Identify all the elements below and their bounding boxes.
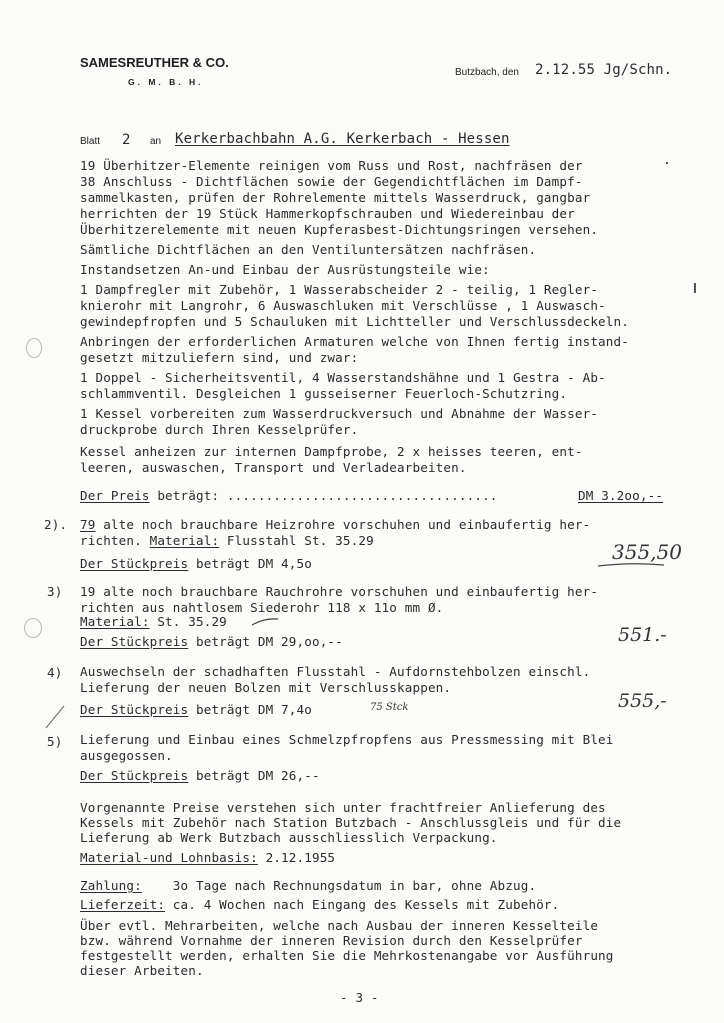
body-line: 1 Doppel - Sicherheitsventil, 4 Wasserstandshähne und 1 Gestra - Ab- (80, 370, 606, 385)
total-price-amount: DM 3.2oo,-- (578, 488, 664, 503)
payment-line (80, 878, 536, 893)
closing-line: Über evtl. Mehrarbeiten, welche nach Ausbau der inneren Kesselteile (80, 918, 599, 933)
item-2-quantity: 79 (80, 517, 96, 532)
body-line: sammelkasten, prüfen der Rohrelemente mittels Wasserdruck, gangbar (80, 190, 591, 205)
blatt-number: 2 (122, 132, 131, 148)
item-3-number: 3) (47, 584, 63, 599)
body-line: gesetzt mitzuliefern sind, und zwar: (80, 350, 359, 365)
item-4-handwritten-total: 555,- (618, 690, 667, 712)
terms-line: Vorgenannte Preise verstehen sich unter frachtfreier Anlieferung des (80, 800, 606, 815)
item-4-number: 4) (47, 665, 63, 680)
item-2-handwritten-total: 355,50 (612, 540, 682, 564)
page-number: - 3 - (340, 990, 379, 1005)
body-line: Überhitzerelemente mit neuen Kupferasbest-Dichtungsringen versehen. (80, 222, 599, 237)
item-5-price-label: Der Stückpreis (80, 768, 189, 783)
body-line: knierohr mit Langrohr, 6 Auswaschluken mit Verschlüsse , 1 Auswasch- (80, 298, 606, 313)
item-3-price-value: beträgt DM 29,oo,-- (188, 634, 343, 649)
delivery-line (80, 897, 559, 912)
basis-value: 2.12.1955 (257, 850, 336, 865)
body-line: Sämtliche Dichtflächen an den Ventiluntersätzen nachfräsen. (80, 242, 537, 257)
item-2-price-label: Der Stückpreis (80, 556, 189, 571)
body-line: gewindepfropfen und 5 Schauluken mit Lichtteller und Verschlussdeckeln. (80, 314, 629, 329)
item-4-line1: Auswechseln der schadhaften Flusstahl - Aufdornstehbolzen einschl. (80, 664, 591, 679)
item-2-line2 (80, 533, 374, 548)
item-4-price-value: beträgt DM 7,4o (188, 702, 312, 717)
item-3-material (80, 614, 227, 629)
total-price-line (80, 488, 498, 503)
item-3-tick-mark (250, 616, 280, 628)
margin-dot (666, 162, 668, 164)
item-3-handwritten-total: 551.- (618, 624, 667, 646)
date-reference: 2.12.55 Jg/Schn. (535, 62, 673, 78)
item-5-line1: Lieferung und Einbau eines Schmelzpfropfens aus Pressmessing mit Blei (80, 732, 614, 747)
blatt-label: Blatt (80, 136, 101, 147)
item-2-line1 (80, 517, 590, 532)
item-5-line2: ausgegossen. (80, 748, 173, 763)
price-label: Der Preis (80, 488, 150, 503)
item-5-price (80, 768, 320, 783)
body-line: Instandsetzen An-und Einbau der Ausrüstungsteile wie: (80, 262, 490, 277)
delivery-value: ca. 4 Wochen nach Eingang des Kessels mit Zubehör. (165, 897, 560, 912)
item-5-price-value: beträgt DM 26,-- (188, 768, 320, 783)
item-4-hand-note: 75 Stck (370, 702, 409, 713)
item-4-price (80, 702, 312, 717)
margin-pencil-mark (42, 704, 68, 730)
price-leader: beträgt: ................................... (149, 488, 498, 503)
delivery-label: Lieferzeit: (80, 897, 166, 912)
basis-label: Material-und Lohnbasis: (80, 850, 258, 865)
item-2-line1-text: alte noch brauchbare Heizrohre vorschuhen und einbaufertig her- (95, 517, 591, 532)
item-3-line1: 19 alte noch brauchbare Rauchrohre vorschuhen und einbaufertig her- (80, 584, 599, 599)
payment-label: Zahlung: (80, 878, 142, 893)
punch-hole (24, 618, 42, 638)
body-line: 19 Überhitzer-Elemente reinigen vom Russ und Rost, nachfräsen der (80, 158, 583, 173)
payment-value: 3o Tage nach Rechnungsdatum in bar, ohne Abzug. (141, 878, 537, 893)
margin-tick (694, 283, 696, 293)
body-line: 1 Kessel vorbereiten zum Wasserdruckversuch und Abnahme der Wasser- (80, 406, 599, 421)
body-line: leeren, auswaschen, Transport und Verladearbeiten. (80, 460, 467, 475)
recipient: Kerkerbachbahn A.G. Kerkerbach - Hessen (175, 131, 510, 147)
terms-line: Kessels mit Zubehör nach Station Butzbach - Anschlussgleis und für die (80, 815, 622, 830)
item-2-price-value: beträgt DM 4,5o (188, 556, 312, 571)
company-legal-form: G. M. B. H. (128, 77, 204, 87)
body-line: druckprobe durch Ihren Kesselprüfer. (80, 422, 359, 437)
body-line: Kessel anheizen zur internen Dampfprobe, 2 x heisses teeren, ent- (80, 444, 583, 459)
body-line: schlammventil. Desgleichen 1 gusseiserner Feuerloch-Schutzring. (80, 386, 568, 401)
item-3-price (80, 634, 343, 649)
closing-line: festgestellt werden, erhalten Sie die Mehrkostenangabe vor Ausführung (80, 948, 614, 963)
item-2-number: 2). (44, 517, 68, 532)
place-label: Butzbach, den (455, 67, 519, 78)
an-label: an (150, 136, 162, 147)
item-3-price-label: Der Stückpreis (80, 634, 189, 649)
item-2-hand-underline (596, 560, 666, 570)
body-line: 1 Dampfregler mit Zubehör, 1 Wasserabscheider 2 - teilig, 1 Regler- (80, 282, 599, 297)
item-2-price (80, 556, 312, 571)
closing-line: bzw. während Vornahme der inneren Revision durch den Kesselprüfer (80, 933, 583, 948)
item-2-line2-text: richten. (80, 533, 150, 548)
terms-line: Lieferung ab Werk Butzbach ausschliesslich Verpackung. (80, 830, 498, 845)
basis-line (80, 850, 335, 865)
item-3-material-value: St. 35.29 (149, 614, 227, 629)
item-4-price-label: Der Stückpreis (80, 702, 189, 717)
body-line: herrichten der 19 Stück Hammerkopfschrauben und Wiedereinbau der (80, 206, 575, 221)
item-2-material-label: Material: (149, 533, 220, 548)
company-name: SAMESREUTHER & CO. (80, 55, 229, 70)
body-line: 38 Anschluss - Dichtflächen sowie der Gegendichtflächen im Dampf- (80, 174, 583, 189)
closing-line: dieser Arbeiten. (80, 963, 204, 978)
punch-hole (26, 338, 42, 358)
body-line: Anbringen der erforderlichen Armaturen welche von Ihnen fertig instand- (80, 334, 629, 349)
item-5-number: 5) (47, 734, 63, 749)
item-4-line2: Lieferung der neuen Bolzen mit Verschlusskappen. (80, 680, 452, 695)
item-3-line2: richten aus nahtlosem Siederohr 118 x 11o mm Ø. (80, 600, 444, 615)
item-3-material-label: Material: (80, 614, 150, 629)
item-2-material-value: Flusstahl St. 35.29 (219, 533, 374, 548)
